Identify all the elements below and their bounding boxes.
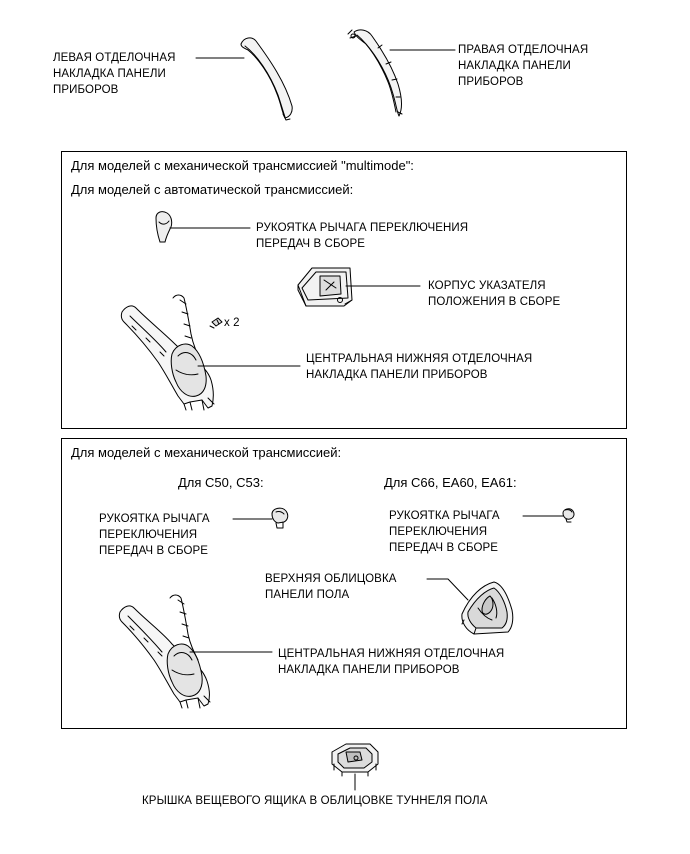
right-finish-strip-drawing [348,30,402,116]
console-box-lid-drawing [332,744,378,776]
left-finish-strip-drawing [241,38,292,120]
position-indicator-label: КОРПУС УКАЗАТЕЛЯ ПОЛОЖЕНИЯ В СБОРЕ [428,280,561,308]
upper-floor-panel-label: ВЕРХНЯЯ ОБЛИЦОВКА ПАНЕЛИ ПОЛА [265,573,397,601]
header-automatic: Для моделей с автоматической трансмиссией: [71,182,354,197]
center-lower-trim-auto-label: ЦЕНТРАЛЬНАЯ НИЖНЯЯ ОТДЕЛОЧНАЯ НАКЛАДКА ПАНЕЛИ ПРИБОРОВ [306,353,533,381]
shift-knob-auto-label: РУКОЯТКА РЫЧАГА ПЕРЕКЛЮЧЕНИЯ ПЕРЕДАЧ В СБОРЕ [256,222,469,250]
shift-knob-c66-label: РУКОЯТКА РЫЧАГА ПЕРЕКЛЮЧЕНИЯ ПЕРЕДАЧ В СБОРЕ [389,510,500,554]
header-multimode: Для моделей с механической трансмиссией "multimode": [71,158,414,173]
center-lower-trim-manual-label: ЦЕНТРАЛЬНАЯ НИЖНЯЯ ОТДЕЛОЧНАЯ НАКЛАДКА ПАНЕЛИ ПРИБОРОВ [278,648,505,676]
screw-count: x 2 [224,317,240,329]
console-box-lid-label: КРЫШКА ВЕЩЕВОГО ЯЩИКА В ОБЛИЦОВКЕ ТУННЕЛЯ ПОЛА [142,795,488,807]
subheader-c50: Для C50, C53: [178,475,264,490]
shift-knob-c50-label: РУКОЯТКА РЫЧАГА ПЕРЕКЛЮЧЕНИЯ ПЕРЕДАЧ В СБОРЕ [99,513,210,557]
right-finish-strip-label: ПРАВАЯ ОТДЕЛОЧНАЯ НАКЛАДКА ПАНЕЛИ ПРИБОРОВ [458,44,589,88]
header-manual: Для моделей с механической трансмиссией: [71,445,342,460]
subheader-c66: Для C66, EA60, EA61: [384,475,517,490]
left-finish-strip-label: ЛЕВАЯ ОТДЕЛОЧНАЯ НАКЛАДКА ПАНЕЛИ ПРИБОРОВ [53,52,176,96]
